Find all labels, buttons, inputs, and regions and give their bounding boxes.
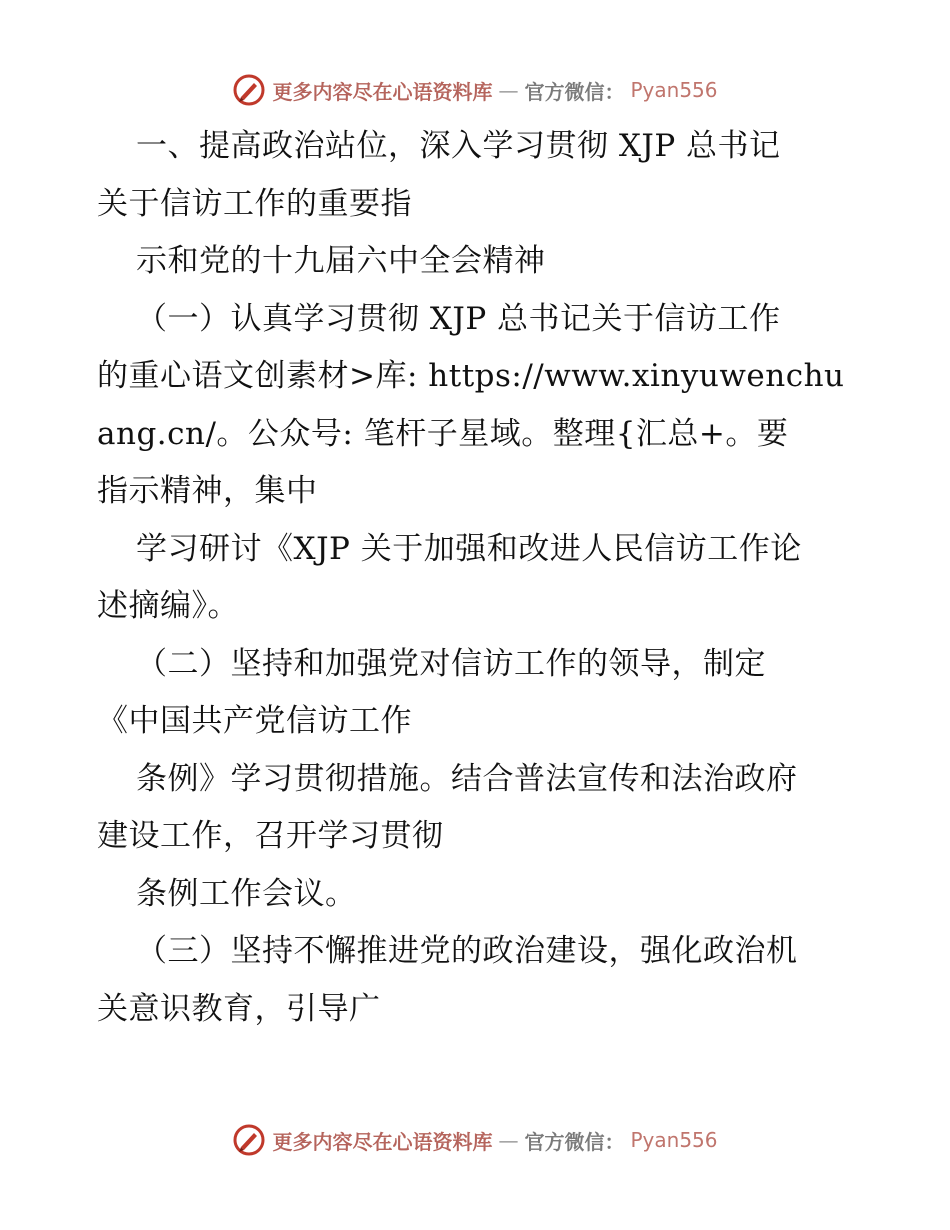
text-line: （一）认真学习贯彻 XJP 总书记关于信访工作 bbox=[136, 300, 781, 337]
text-line: 《中国共产党信访工作 bbox=[97, 703, 412, 739]
text-line: 的重心语文创素材>库: https://www.xinyuwenchu bbox=[97, 358, 845, 394]
watermark-text: 更多内容尽在心语资料库 bbox=[272, 79, 493, 104]
text-line: 述摘编》。 bbox=[97, 588, 239, 624]
text-line: 建设工作，召开学习贯彻 bbox=[97, 818, 444, 854]
watermark-dash: — bbox=[498, 78, 519, 102]
watermark-label: 官方微信： bbox=[524, 1129, 625, 1154]
text-line: 学习研讨《XJP 关于加强和改进人民信访工作论 bbox=[136, 530, 802, 567]
text-line: 示和党的十九届六中全会精神 bbox=[136, 243, 546, 279]
document-body bbox=[97, 118, 857, 1038]
watermark-id: Pyan556 bbox=[630, 1128, 718, 1152]
footer-watermark bbox=[0, 1120, 950, 1160]
header-watermark bbox=[0, 70, 950, 110]
watermark-text: 更多内容尽在心语资料库 bbox=[272, 1129, 493, 1154]
text-line: 条例》学习贯彻措施。结合普法宣传和法治政府 bbox=[136, 760, 798, 797]
text-line: （三）坚持不懈推进党的政治建设，强化政治机 bbox=[136, 933, 798, 969]
pen-logo-icon bbox=[232, 1123, 266, 1157]
watermark-dash: — bbox=[498, 1128, 519, 1152]
text-line: ang.cn/。公众号: 笔杆子星域。整理{汇总+。要 bbox=[97, 415, 789, 452]
text-line: 一、提高政治站位，深入学习贯彻 XJP 总书记 bbox=[136, 128, 781, 164]
text-line: 条例工作会议。 bbox=[136, 875, 357, 912]
watermark-id: Pyan556 bbox=[630, 78, 718, 102]
text-line: 关意识教育，引导广 bbox=[97, 990, 381, 1027]
text-line: 指示精神，集中 bbox=[97, 473, 318, 509]
text-line: （二）坚持和加强党对信访工作的领导，制定 bbox=[136, 645, 766, 682]
watermark-label: 官方微信： bbox=[524, 79, 625, 104]
text-line: 关于信访工作的重要指 bbox=[97, 185, 412, 222]
pen-logo-icon bbox=[232, 73, 266, 107]
